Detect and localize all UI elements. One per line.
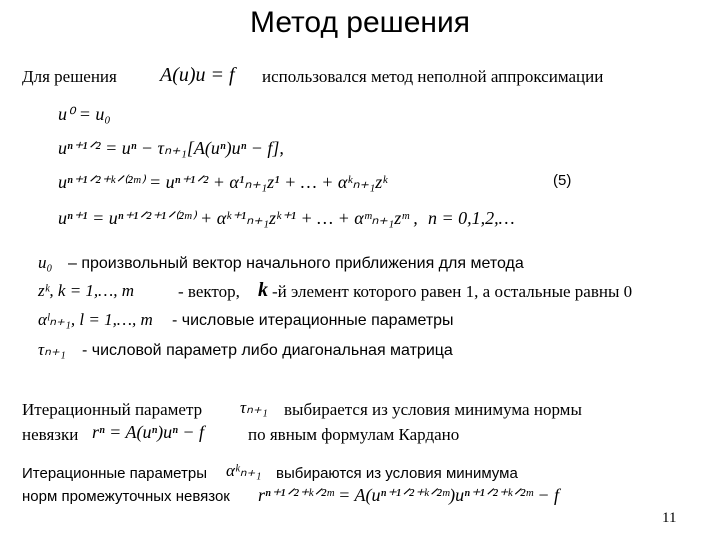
scheme-line-2: uⁿ⁺¹ᐟ² = uⁿ − τₙ₊₁[A(uⁿ)uⁿ − f],	[58, 138, 284, 158]
scheme-line-4: uⁿ⁺¹ = uⁿ⁺¹ᐟ²⁺¹ᐟ⁽²ᵐ⁾ + αᵏ⁺¹ₙ₊₁zᵏ⁺¹ + … + αᵐₙ₊₁zᵐ ,	[58, 208, 418, 228]
intro-prefix: Для решения	[22, 67, 117, 86]
scheme-line-3: uⁿ⁺¹ᐟ²⁺ᵏᐟ⁽²ᵐ⁾ = uⁿ⁺¹ᐟ² + α¹ₙ₊₁z¹ + … + αᵏₙ₊₁zᵏ	[58, 172, 388, 192]
p2-line1-prefix: Итерационные параметры	[22, 465, 207, 482]
p1-line1-suffix: выбирается из условия минимума нормы	[284, 400, 582, 419]
def-text-zk: - вектор,	[178, 282, 240, 301]
def-symbol-u0: u₀	[38, 253, 53, 272]
def-symbol-tau: τₙ₊₁	[38, 340, 66, 359]
p1-line2-suffix: по явным формулам Кардано	[248, 425, 460, 444]
def-text-tau: - числовой параметр либо диагональная матрица	[82, 342, 453, 359]
equation-number: (5)	[553, 172, 572, 189]
def-symbol-alpha: αˡₙ₊₁, l = 1,…, m	[38, 310, 153, 329]
p2-alpha-symbol: αᵏₙ₊₁	[226, 461, 262, 480]
def-text2-zk: -й элемент которого равен 1, а остальные равны 0	[272, 282, 633, 301]
p1-line1-prefix: Итерационный параметр	[22, 400, 203, 419]
intro-suffix: использовался метод неполной аппроксимации	[262, 67, 604, 86]
intro-equation: A(u)u = f	[160, 64, 235, 86]
p2-line2-prefix: норм промежуточных невязок	[22, 488, 230, 505]
def-k-symbol: k	[258, 279, 268, 301]
p2-residual-equation: rⁿ⁺¹ᐟ²⁺ᵏᐟ²ᵐ = A(uⁿ⁺¹ᐟ²⁺ᵏᐟ²ᵐ)uⁿ⁺¹ᐟ²⁺ᵏᐟ²ᵐ − f	[258, 485, 559, 505]
def-symbol-zk: zᵏ, k = 1,…, m	[38, 281, 135, 300]
p1-residual-equation: rⁿ = A(uⁿ)uⁿ − f	[92, 422, 204, 442]
def-text-u0: – произвольный вектор начального приближения для метода	[68, 255, 524, 272]
slide-title: Метод решения	[250, 6, 470, 39]
page-number: 11	[662, 510, 677, 526]
p2-line1-suffix: выбираются из условия минимума	[276, 465, 518, 482]
scheme-line-1: u⁰ = u₀	[58, 104, 111, 124]
def-text-alpha: - числовые итерационные параметры	[172, 312, 454, 329]
p1-line2-prefix: невязки	[22, 425, 79, 444]
p1-tau-symbol: τₙ₊₁	[240, 398, 268, 417]
scheme-index-range: n = 0,1,2,…	[428, 208, 515, 228]
